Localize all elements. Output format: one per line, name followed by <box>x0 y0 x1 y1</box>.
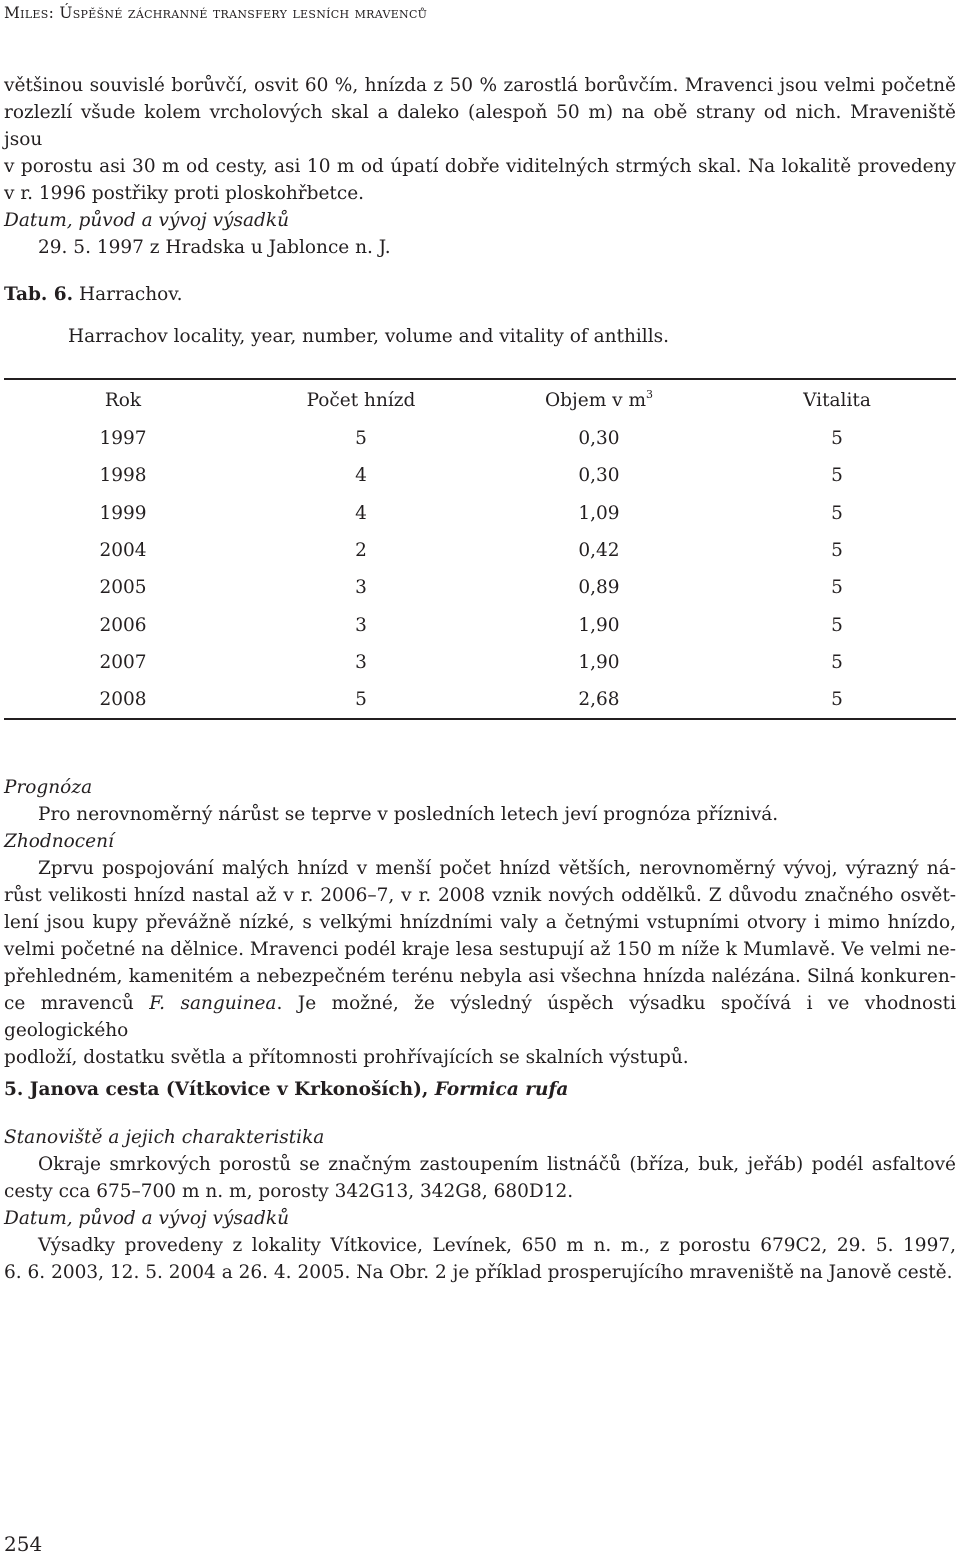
cell-count: 4 <box>355 502 367 524</box>
cell-vitality: 5 <box>831 614 843 636</box>
cell-volume: 0,89 <box>578 577 620 599</box>
header-vitality: Vitalita <box>803 389 871 411</box>
table-caption-label: Tab. 6. <box>4 284 74 305</box>
cell-vitality: 5 <box>831 502 843 524</box>
cell-count: 5 <box>355 428 367 450</box>
prognoza-heading: Prognóza <box>4 777 93 798</box>
table-row <box>4 457 956 494</box>
table-row <box>4 532 956 569</box>
table-caption-title: Harrachov. <box>79 284 183 305</box>
species-name: F. sanguinea <box>149 993 277 1014</box>
datum-line: 6. 6. 2003, 12. 5. 2004 a 26. 4. 2005. Na Obr. 2 je příklad prosperujícího mraveniště na Janově cestě. <box>4 1262 953 1283</box>
zhodnoceni-line6-before: ce mravenců <box>4 993 150 1014</box>
table-row <box>4 569 956 606</box>
intro-line: v porostu asi 30 m od cesty, asi 10 m od úpatí dobře viditelných strmých skal. Na lokalitě provedeny <box>4 156 956 177</box>
zhodnoceni-line: velmi početné na dělnice. Mravenci podél kraje lesa sestupují až 150 m níže k Mumlavě. Ve velmi ne- <box>4 939 956 960</box>
table-row <box>4 644 956 681</box>
zhodnoceni-line: přehledném, kamenitém a nebezpečném terénu nebyla asi všechna hnízda nalézána. Silná konkuren- <box>4 966 956 987</box>
cell-volume: 0,30 <box>578 428 620 450</box>
cell-year: 1998 <box>99 465 147 487</box>
cell-volume: 1,90 <box>578 614 620 636</box>
intro-line: rozlezlí všude kolem vrcholových skal a daleko (alespoň 50 m) na obě strany od nich. Mraveniště jsou <box>4 102 956 150</box>
section-heading <box>4 1079 568 1100</box>
data-table <box>4 378 956 720</box>
zhodnoceni-heading: Zhodnocení <box>4 831 114 852</box>
header-year: Rok <box>104 389 142 411</box>
site-block <box>4 1124 956 1286</box>
running-head-title: Úspěšné záchranné transfery lesních mravenců <box>59 4 428 22</box>
datum-line: Výsadky provedeny z lokality Vítkovice, Levínek, 650 m n. m., z porostu 679C2, 29. 5. 1997, <box>38 1235 956 1256</box>
zhodnoceni-line: lení jsou kupy převážně nízké, s velkými hnízdními valy a četnými vstupními otvory i mimo hnízdo, <box>4 912 956 933</box>
cell-count: 4 <box>355 465 367 487</box>
section-heading-species: Formica rufa <box>434 1079 569 1100</box>
zhodnoceni-line <box>4 990 956 1044</box>
page-number: 254 <box>4 1532 43 1556</box>
table-row <box>4 420 956 457</box>
cell-year: 2008 <box>99 689 147 711</box>
cell-year: 2007 <box>99 651 147 673</box>
running-head <box>4 4 427 22</box>
table-subtitle: Harrachov locality, year, number, volume and vitality of anthills. <box>68 326 670 347</box>
cell-year: 2006 <box>99 614 147 636</box>
cell-vitality: 5 <box>831 540 843 562</box>
cell-count: 3 <box>355 614 367 636</box>
prognoza-text: Pro nerovnoměrný nárůst se teprve v posledních letech jeví prognóza příznivá. <box>38 804 779 825</box>
cell-year: 2004 <box>99 540 147 562</box>
intro-line: v r. 1996 postřiky proti ploskohřbetce. <box>4 183 365 204</box>
stanoviste-heading: Stanoviště a jejich charakteristika <box>4 1127 325 1148</box>
zhodnoceni-line: podloží, dostatku světla a přítomnosti prohřívajících se skalních výstupů. <box>4 1047 689 1068</box>
cell-vitality: 5 <box>831 577 843 599</box>
cell-count: 5 <box>355 689 367 711</box>
datum-heading: Datum, původ a vývoj výsadků <box>4 1208 289 1229</box>
table-row <box>4 681 956 719</box>
running-head-separator: : <box>48 4 60 22</box>
header-volume <box>480 379 718 420</box>
section-heading-main: 5. Janova cesta (Vítkovice v Krkonoších) <box>4 1079 422 1100</box>
cell-volume: 2,68 <box>578 689 620 711</box>
intro-line: většinou souvislé borůvčí, osvit 60 %, hnízda z 50 % zarostlá borůvčím. Mravenci jsou velmi početně <box>4 75 956 96</box>
section-heading-sep: , <box>421 1079 435 1100</box>
evaluation-block <box>4 774 956 1071</box>
running-head-author: Miles <box>4 4 49 22</box>
cell-vitality: 5 <box>831 651 843 673</box>
header-volume-label: Objem v m <box>545 389 646 411</box>
stanoviste-line: cesty cca 675–700 m n. m, porosty 342G13, 342G8, 680D12. <box>4 1181 574 1202</box>
datum-text: 29. 5. 1997 z Hradska u Jablonce n. J. <box>38 237 391 258</box>
table-header-row <box>4 379 956 420</box>
header-volume-sup: 3 <box>646 387 653 401</box>
cell-year: 1997 <box>99 428 147 450</box>
cell-volume: 0,42 <box>578 540 620 562</box>
cell-vitality: 5 <box>831 428 843 450</box>
zhodnoceni-line: Zprvu pospojování malých hnízd v menší počet hnízd větších, nerovnoměrný vývoj, výrazný ná- <box>38 858 956 879</box>
cell-vitality: 5 <box>831 689 843 711</box>
cell-count: 2 <box>355 540 367 562</box>
cell-volume: 1,09 <box>578 502 620 524</box>
cell-count: 3 <box>355 577 367 599</box>
cell-vitality: 5 <box>831 465 843 487</box>
header-count: Počet hnízd <box>306 389 416 411</box>
zhodnoceni-line6-after: . Je možné, že výsledný úspěch výsadku spočívá i ve vhodnosti geologického <box>4 993 957 1041</box>
cell-year: 1999 <box>99 502 147 524</box>
cell-count: 3 <box>355 651 367 673</box>
table-row <box>4 606 956 643</box>
intro-paragraph <box>4 72 956 261</box>
cell-year: 2005 <box>99 577 147 599</box>
datum-heading: Datum, původ a vývoj výsadků <box>4 210 289 231</box>
table-caption <box>4 284 182 305</box>
zhodnoceni-line: růst velikosti hnízd nastal až v r. 2006–7, v r. 2008 vznik nových oddělků. Z důvodu značného osvět- <box>4 885 956 906</box>
table-row <box>4 495 956 532</box>
stanoviste-line: Okraje smrkových porostů se značným zastoupením listnáčů (bříza, buk, jeřáb) podél asfaltové <box>38 1154 956 1175</box>
cell-volume: 1,90 <box>578 651 620 673</box>
cell-volume: 0,30 <box>578 465 620 487</box>
